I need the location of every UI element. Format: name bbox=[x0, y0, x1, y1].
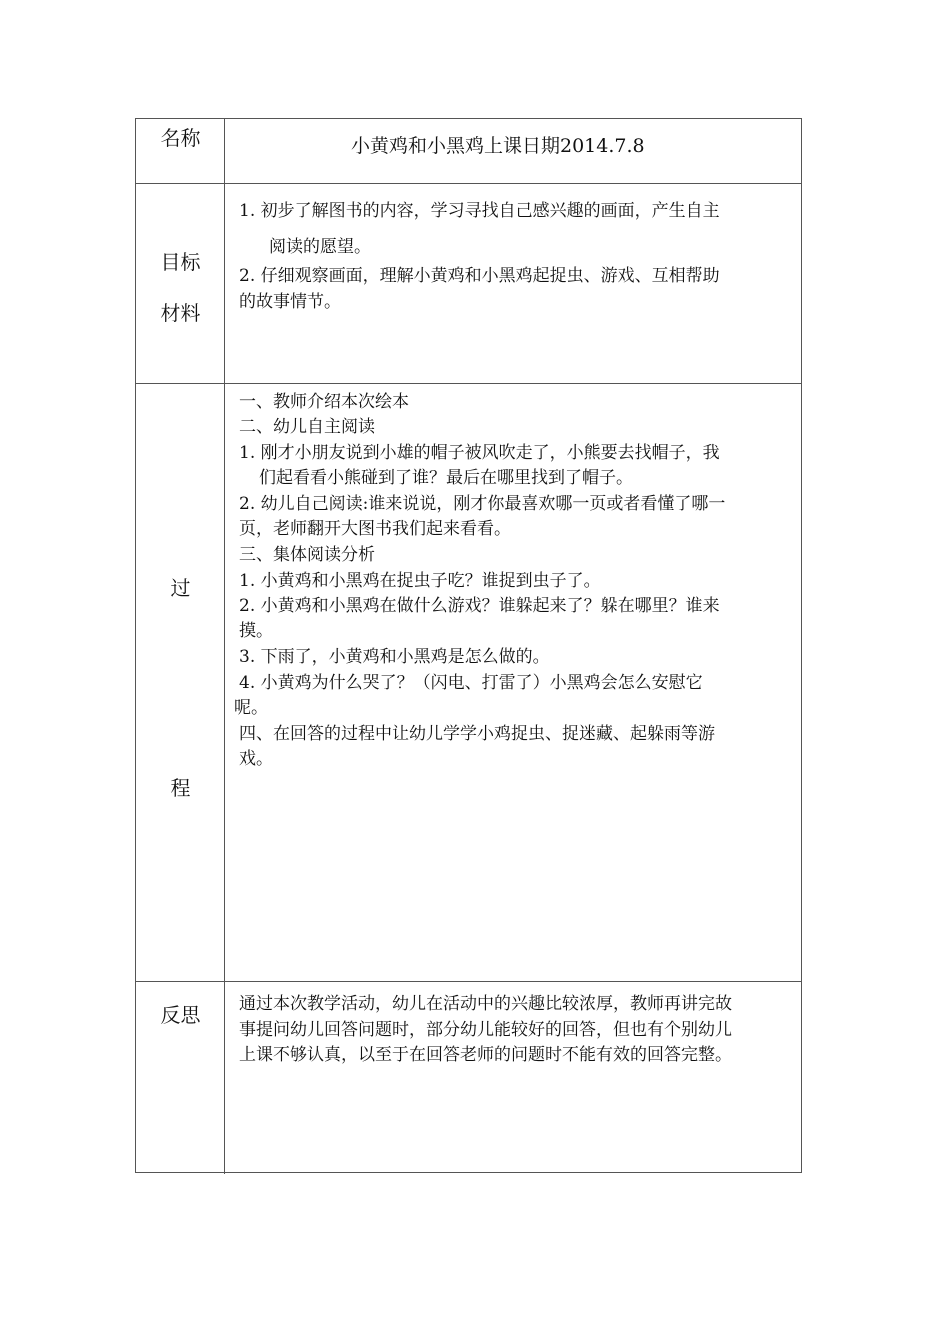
name-content-cell bbox=[225, 119, 801, 183]
goal-line: 1. 初步了解图书的内容，学习寻找自己感兴趣的画面，产生自主 bbox=[239, 201, 720, 221]
name-label-cell bbox=[136, 119, 225, 183]
reflection-line: 上课不够认真，以至于在回答老师的问题时不能有效的回答完整。 bbox=[239, 1045, 732, 1065]
process-row bbox=[136, 384, 801, 982]
process-line: 摸。 bbox=[239, 621, 273, 641]
reflection-row bbox=[136, 982, 801, 1174]
process-label-cell bbox=[136, 384, 225, 981]
goal-line: 阅读的愿望。 bbox=[269, 237, 371, 257]
process-line: 2. 幼儿自己阅读:谁来说说，刚才你最喜欢哪一页或者看懂了哪一 bbox=[239, 494, 726, 514]
process-line: 4. 小黄鸡为什么哭了？（闪电、打雷了）小黑鸡会怎么安慰它 bbox=[239, 673, 703, 693]
lesson-title: 小黄鸡和小黑鸡上课日期2014.7.8 bbox=[351, 135, 645, 157]
process-line: 1. 小黄鸡和小黑鸡在捉虫子吃？谁捉到虫子了。 bbox=[239, 571, 601, 591]
name-label: 名称 bbox=[160, 126, 201, 150]
process-line: 四、在回答的过程中让幼儿学学小鸡捉虫、捉迷藏、起躲雨等游 bbox=[239, 724, 715, 744]
process-line: 3. 下雨了，小黄鸡和小黑鸡是怎么做的。 bbox=[239, 647, 550, 667]
process-label-top: 过 bbox=[170, 576, 191, 600]
material-label: 材料 bbox=[160, 301, 201, 325]
process-line: 三、集体阅读分析 bbox=[239, 545, 375, 565]
process-line: 1. 刚才小朋友说到小雄的帽子被风吹走了，小熊要去找帽子，我 bbox=[239, 443, 720, 463]
goal-label: 目标 bbox=[160, 250, 201, 274]
process-line: 们起看看小熊碰到了谁？最后在哪里找到了帽子。 bbox=[259, 468, 633, 488]
goal-content-cell bbox=[225, 184, 801, 383]
goal-row bbox=[136, 184, 801, 384]
goal-label-cell bbox=[136, 184, 225, 383]
process-line: 呢。 bbox=[234, 698, 268, 718]
name-row bbox=[136, 119, 801, 184]
process-line: 一、教师介绍本次绘本 bbox=[239, 392, 409, 412]
goal-line: 2. 仔细观察画面，理解小黄鸡和小黑鸡起捉虫、游戏、互相帮助 bbox=[239, 266, 720, 286]
process-line: 戏。 bbox=[239, 749, 273, 769]
process-label-bottom: 程 bbox=[170, 776, 191, 800]
goal-line: 的故事情节。 bbox=[239, 292, 341, 312]
process-content-cell bbox=[225, 384, 801, 981]
reflection-line: 事提问幼儿回答问题时，部分幼儿能较好的回答，但也有个别幼儿 bbox=[239, 1020, 732, 1040]
process-line: 页，老师翻开大图书我们起来看看。 bbox=[239, 519, 511, 539]
process-line: 2. 小黄鸡和小黑鸡在做什么游戏？谁躲起来了？躲在哪里？谁来 bbox=[239, 596, 720, 616]
lesson-plan-table bbox=[135, 118, 802, 1173]
reflection-label-cell bbox=[136, 982, 225, 1174]
reflection-line: 通过本次教学活动，幼儿在活动中的兴趣比较浓厚，教师再讲完故 bbox=[239, 994, 732, 1014]
reflection-content-cell bbox=[225, 982, 801, 1174]
process-line: 二、幼儿自主阅读 bbox=[239, 417, 375, 437]
reflection-label: 反思 bbox=[160, 1003, 201, 1027]
